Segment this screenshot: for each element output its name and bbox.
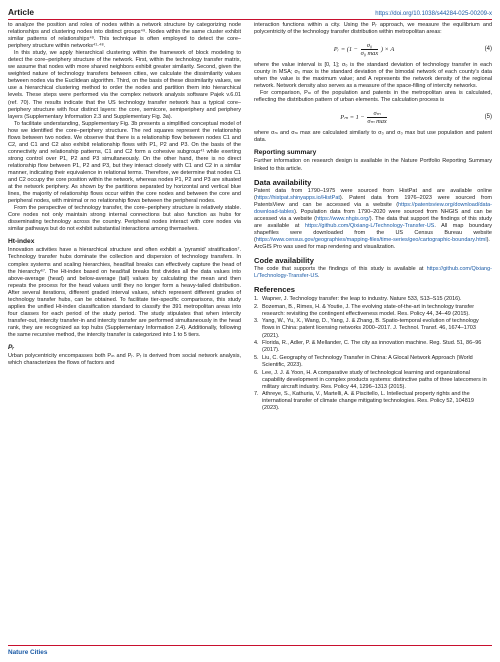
paragraph: where σₘ and σₘ max are calculated similarly to σ₀ and σ₀ max but use population and patent data. xyxy=(254,130,492,144)
doi-link[interactable]: https://doi.org/10.1038/s44284-025-00209-x xyxy=(375,11,492,17)
reference-list xyxy=(254,296,492,412)
github-code-link[interactable]: https://github.com/Qixiang-L/Technology-Transfer-US xyxy=(254,265,492,280)
section-heading-reporting-summary: Reporting summary xyxy=(254,149,317,157)
paragraph: Urban polycentricity encompasses both Pₘ and Pᵣ. Pᵣ is derived from social network analysis, which characterizes the flows of factors and xyxy=(8,353,241,367)
equation-number: (5) xyxy=(484,113,492,120)
fraction: $\frac{\text{σₘ}}{\text{σₘ max}}$ xyxy=(367,109,387,125)
section-heading-data-availability: Data availability xyxy=(254,177,312,187)
equation-5 xyxy=(254,106,492,128)
paragraph: interaction functions within a city. Using the Pᵣ approach, we measure the equilibrium and polycentricity of the technology transfer distribution within metropolitan areas: xyxy=(254,22,492,36)
paragraph: Innovation activities have a hierarchical structure and often exhibit a ‘pyramid’ stratification⁷. Technology transfer hubs dominate the collection and dispersion of technology transfers. In complex systems and scaling hierarchies, head/tail breaks can effectively capture the head of the hierarchy⁶⁷. The Ht-index based on head/tail breaks first divides all the data values into above-average (head) and below-average (tail) values by calculating the mean and then repeats the process for the head values until they no longer form a heavy-tailed distribution. After several iterations, different graded interval values, which represent different grades of technology transfer hubs, can be obtained. To facilitate tier-specific comparisons, this study applies the unified Ht-index classification standard to classify the 391 metropolitan areas into four classes for each period of the study period. The study stipulates that when intercity transfer-out, intercity transfer-in and intercity transfer are performed simultaneously in the head rank, they are recognized as top hubs (Supplementary Information 2.4). Additionally, following the same recursive method, the intercity transfer is categorized into 1 to 5 tiers. xyxy=(8,247,241,338)
paragraph: From the perspective of technology transfer, the core–periphery structure is relatively stable. Core nodes not only maintain strong internal connections but also function as hubs for disseminating technology across the country. Peripheral nodes interact with core nodes via similar pathways but do not exhibit substantial interactions among themselves. xyxy=(8,205,241,233)
paragraph: To facilitate understanding, Supplementary Fig. 3b presents a simplified conceptual model of how we identified the core–periphery structure. The red squares represent the relationship flows between two nodes. We observe that there is a relationship flow between nodes C1 and C2, and C1 and C2 also exhibit relationship flows with P1, P2 and P3. On the basis of the connectivity and relationship patterns, C1 and C2 form a cohesive subgroup⁴¹ while exerting strong control over P1, P2 and P3 simultaneously. On the other hand, there is no direct relationship flow between P1, P2 and P3, but they interact closely with C1 and C2 in a similar manner, indicating their equivalence in relational terms. Therefore, we determine that nodes C1 and C2 occupy the core position within the network, whereas nodes P1, P2 and P3 are situated at the network periphery. As shown by the partitions separated by horizontal and vertical blue lines, the majority of relationship flows occur within the core nodes and between the core and peripheral nodes, with minimal or no relationship flows between the peripheral nodes. xyxy=(8,120,241,205)
section-label: Article xyxy=(8,7,35,17)
equation-number: (4) xyxy=(484,45,492,52)
census-link[interactable]: https://www.census.gov/geographies/mapping-files/time-series/geo/cartographic-boundary.html xyxy=(255,236,487,243)
paragraph: where the value interval is [0, 1]; σ₀ is the standard deviation of technology transfer in each county in MSA; σ₀ max is the standard deviation of the bimodal network of each county’s data when the value is the maximum value; and A represents the network density of the regional network. Network density also serves as a measure of the space-filling of intercity networks. xyxy=(254,62,492,90)
equation-body: Pₘ = 1 − $\frac{\text{σₘ}}{\text{σₘ max}}$ xyxy=(340,109,387,125)
page-header xyxy=(8,3,492,17)
paragraph: For comparison, Pₘ of the population and patents in the metropolitan area is calculated, reflecting the distribution pattern of urban elements. The calculation process is xyxy=(254,90,492,104)
reference-item: 2. Bozeman, B., Rimes, H. & Youtie, J. The evolving state-of-the-art in technology transfer research: revisiting the contingent effectiveness model. Res. Policy 44, 34–49 (2015). xyxy=(254,303,475,317)
nhgis-link[interactable]: https://www.nhgis.org/ xyxy=(315,215,370,222)
section-heading-ht-index: Ht-index xyxy=(8,238,35,246)
reference-item: 5. Liu, C. Geography of Technology Transfer in China: A Glocal Network Approach (World Scientific, 2023). xyxy=(254,354,473,368)
journal-footer: Nature Cities xyxy=(8,649,48,656)
equation-body: Pᵣ = (1 − $\frac{\text{σ₀}}{\text{σ₀ max}}$ ) × A xyxy=(333,41,395,57)
reference-item: 4. Florida, R., Adler, P. & Mellander, C. The city as innovation machine. Reg. Stud. 51, 86–96 (2017). xyxy=(254,340,482,354)
paragraph: Further information on research design is available in the Nature Portfolio Reporting Summary linked to this article. xyxy=(254,158,492,172)
section-heading-code-availability: Code availability xyxy=(254,255,314,265)
reference-item: 3. Yang, W., Yu, X., Wang, D., Yang, J. & Zhang, B. Spatio-temporal evolution of technology flows in China: patent licensing networks 2000–2017. J. Technol. Transf. 46, 1674–1703 (2021). xyxy=(254,318,479,339)
section-heading-references: References xyxy=(254,285,295,295)
github-data-link[interactable]: https://github.com/Qixiang-L/Technology-Transfer-US xyxy=(304,222,435,229)
footer-rule xyxy=(8,645,492,646)
reference-item: 1. Wapner, J. Technology transfer: the leap to industry. Nature 533, S13–S15 (2016). xyxy=(254,296,462,303)
fraction: $\frac{\text{σ₀}}{\text{σ₀ max}}$ xyxy=(360,41,379,57)
reference-item: 6. Lee, J. J. & Yoon, H. A comparative study of technological learning and organizational capability development in complex products systems: distinctive paths of three latecomers in military aircraft industry. Res. Policy 44, 1296–1313 (2015). xyxy=(254,369,487,390)
data-availability-text: Patent data from 1790–1975 were sourced from HistPat and are available online (https://histpat.shinyapps.io/HistPat). Patent data from 1976–2023 were sourced from PatentsView and can be accessed via a website (https://patentsview.org/download/data-download-tables). Population data from 1790–2020 were sourced from NHGIS and can be accessed via a website (https://www.nhgis.org/). The data that support the findings of this study are available at https://github.com/Qixiang-L/Technology-Transfer-US. All map boundary shapefiles were downloaded from the US Census Bureau website (https://www.census.gov/geographies/mapping-files/time-series/geo/cartographic-boundary.html). ArcGIS Pro was used for map rendering and visualization. xyxy=(254,187,492,250)
equation-4 xyxy=(254,38,492,60)
reference-item: 7. Athreye, S., Kathuria, V., Martelli, A. & Piscitello, L. Intellectual property rights and the international transfer of climate change mitigating technologies. Res. Policy 52, 104819 (2023). xyxy=(254,391,474,412)
left-column xyxy=(8,22,241,367)
header-rule xyxy=(8,19,492,20)
section-heading-pr: Pᵣ xyxy=(8,344,15,352)
histpat-link[interactable]: https://histpat.shinyapps.io/HistPat xyxy=(255,194,340,201)
paragraph: to analyze the position and roles of nodes within a network structure by categorizing node relationships and clustering nodes into distinct groups⁴⁹. Nodes within the same cluster exhibit similar patterns of relationships⁴⁹. This technique is often employed to detect the core–periphery structure within networks⁴¹·⁴⁸. xyxy=(8,22,241,50)
patentsview-link[interactable]: https://patentsview.org/download/data-download-tables xyxy=(254,201,492,215)
code-availability-text: The code that supports the findings of this study is available at https://github.com/Qixiang-L/Technology-Transfer-US. xyxy=(254,265,492,280)
right-column xyxy=(254,22,492,413)
paragraph: In this study, we apply hierarchical clustering within the framework of block modeling to detect the core–periphery structure of the network. First, within the technology transfer matrix, we assume that nodes with more shared neighbors exhibit greater similarity. Second, given the weighted nature of technology transfers between cities, we calculate the dissimilarity values between nodes via the Euclidean algorithm. Third, on the basis of these dissimilarity values, we use a hierarchical clustering method to order the nodes and partition them into hierarchical levels. These steps were performed via the complex network analysis software Pajek v.6.01 (ref. 70). The results indicate that the US technology transfer network has a typical core–periphery structure with four distinct layers: the core, semicore, semiperiphery and periphery layers (Supplementary Information 2.3 and Supplementary Fig. 3a). xyxy=(8,50,241,120)
